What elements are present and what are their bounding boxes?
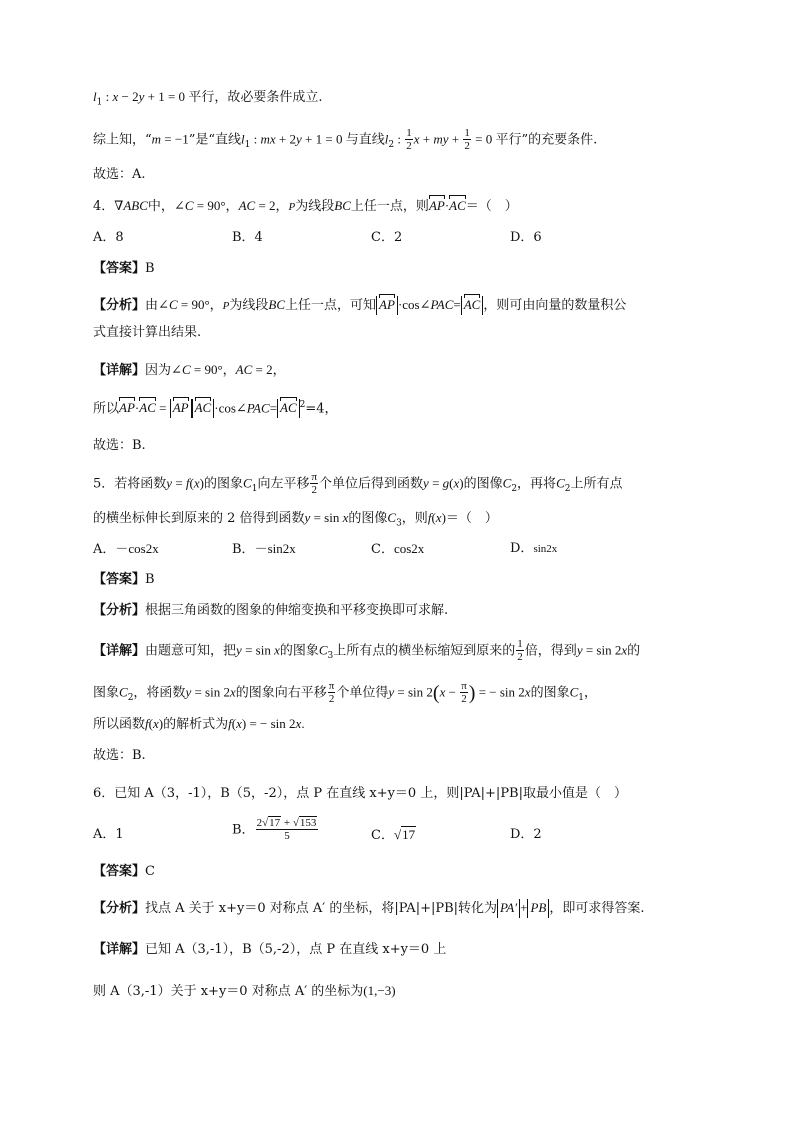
text: 的图象向右平移 xyxy=(235,685,327,701)
text: (1,−3) xyxy=(363,983,396,998)
text: C． xyxy=(371,542,394,557)
text: C． xyxy=(371,828,394,843)
q6-option-c: C．√17 xyxy=(371,827,416,843)
q6-answer xyxy=(93,863,155,881)
text: －cos2x xyxy=(115,541,159,556)
text: 则 A（3,-1）关于 x+y＝0 对称点 A′ 的坐标为 xyxy=(93,984,364,999)
text: 的图象 xyxy=(279,643,319,659)
q6-stem xyxy=(93,785,627,803)
text: 的解析式为 xyxy=(163,717,229,732)
text: B． xyxy=(232,542,255,557)
text: ，再将 xyxy=(517,476,557,492)
text: 由 xyxy=(145,298,159,313)
q5-choice: 故选：B. xyxy=(93,748,146,763)
text: 中， xyxy=(147,199,174,214)
text: ， xyxy=(222,363,236,378)
q3-line1-suffix: 平行，故必要条件成立. xyxy=(188,90,323,105)
text: 根据三角函数的图象的伸缩变换和平移变换即可求解. xyxy=(145,603,449,618)
text: 若将函数 xyxy=(114,476,167,492)
q3-condition-line: $l_1$ : x − 2y + 1 = 0 平行，故必要条件成立. xyxy=(93,89,323,108)
q5-detail: 【详解】由题意可知，把y = sin x的图象$C_3$上所有点的横坐标缩短到原来的 $\frac{1}{2}$ 倍，得到y = sin 2x的 xyxy=(93,638,641,663)
q5-option-d xyxy=(510,540,557,558)
q5-option-a xyxy=(93,540,159,559)
q4-option-c: C．2 xyxy=(371,230,403,245)
text: 因为 xyxy=(145,363,172,378)
text: ”是“直线 xyxy=(188,132,242,148)
text: ，则 xyxy=(401,511,428,526)
text: 的图象 xyxy=(204,476,244,492)
analysis-tag: 【分析】 xyxy=(93,603,146,618)
text: 的图像 xyxy=(463,476,503,492)
q6-option-d: D．2 xyxy=(510,827,542,842)
text: 上任一点，可知 xyxy=(285,298,377,313)
q4-number: 4． xyxy=(93,199,115,214)
answer-tag: 【答案】 xyxy=(93,572,146,587)
answer-tag: 【答案】 xyxy=(93,864,146,879)
text: 找点 A 关于 x+y＝0 对称点 A′ 的坐标，将|PA|+|PB|转化为 xyxy=(145,901,498,916)
detail-tag: 【详解】 xyxy=(93,942,146,957)
text: 倍，得到 xyxy=(524,643,577,659)
q6-detail xyxy=(93,941,446,959)
q5-option-c xyxy=(371,540,424,559)
q4-stem: 4．∇ABC中，∠C = 90°，AC = 2，P为线段BC上任一点，则AP·AC＝（ ） xyxy=(93,198,518,214)
text: ， xyxy=(272,363,286,378)
text: B xyxy=(145,261,155,276)
text: 图象 xyxy=(93,685,120,701)
text: 的图象 xyxy=(530,685,570,701)
q4-option-b: B．4 xyxy=(232,230,263,245)
text: 所以 xyxy=(93,401,120,417)
q5-analysis xyxy=(93,602,448,620)
text: －sin2x xyxy=(254,541,296,556)
text: ，将函数 xyxy=(133,685,186,701)
text: 个单位得 xyxy=(336,685,389,701)
text: ， xyxy=(225,199,239,214)
text: ， xyxy=(275,199,289,214)
text: 上所有点的横坐标缩短到原来的 xyxy=(333,643,516,659)
text: sin2x xyxy=(533,543,558,555)
text: ， xyxy=(583,685,597,701)
text: cos2x xyxy=(393,541,425,556)
q3-answer: 故选：A. xyxy=(93,167,146,182)
q3-conclusion-line: 综上知，“m = −1”是“直线$l_1$ : mx + 2y + 1 = 0 与直线$l_2$ : $\frac{1}{2}$ x + my + $\frac{1}{2}$ = 0 平行”的充要条件. xyxy=(93,127,598,152)
q5-detail-line2: 图象$C_2$，将函数y = sin 2x的图象向右平移 $\frac{\pi}{2}$ 个单位得y = sin 2(x − $\frac{\pi}{2}$ ) = − sin 2x的图象$C_1$， xyxy=(93,680,597,705)
q4-option-d: D．6 xyxy=(510,230,542,245)
q4-choice: 故选：B. xyxy=(93,438,146,453)
text: 为线段 xyxy=(229,298,269,313)
text: ＝（ ） xyxy=(465,199,518,214)
q4-detail: 【详解】因为∠C = 90°，AC = 2， xyxy=(93,362,286,378)
text: B xyxy=(145,572,155,587)
q6-option-a: A．1 xyxy=(93,827,124,842)
analysis-tag: 【分析】 xyxy=(93,298,146,313)
text: =4， xyxy=(305,401,338,417)
q5-detail-line3: 所以函数f(x)的解析式为f(x) = − sin 2x. xyxy=(93,716,305,732)
text: 向左平移 xyxy=(257,476,310,492)
text: 上任一点，则 xyxy=(350,199,429,214)
text: 个单位后得到函数 xyxy=(319,476,424,492)
text: 由题意可知，把 xyxy=(145,643,237,659)
q4-option-a: A．8 xyxy=(93,230,124,245)
text: 平行”的充要条件. xyxy=(495,132,598,148)
text: ，即可求得答案. xyxy=(549,901,645,916)
text: 已知 A（3,-1），B（5,-2），点 P 在直线 x+y＝0 上 xyxy=(145,942,447,957)
text: A． xyxy=(93,542,116,557)
q5-number: 5． xyxy=(93,476,115,492)
q6-number: 6． xyxy=(93,786,115,801)
text: B． xyxy=(232,822,255,838)
q6-option-b: B． $\frac{2√17 + √153}{5}$ xyxy=(232,817,317,842)
q6-detail-line2 xyxy=(93,982,396,1001)
analysis-tag: 【分析】 xyxy=(93,901,146,916)
q4-analysis-line2: 式直接计算出结果. xyxy=(93,325,202,340)
q5-answer xyxy=(93,571,155,589)
detail-tag: 【详解】 xyxy=(93,643,146,659)
text: D． xyxy=(510,541,534,556)
text: 的横坐标伸长到原来的 2 倍得到函数 xyxy=(93,511,305,526)
text: ＝（ ） xyxy=(445,511,498,526)
text: C xyxy=(145,864,155,879)
text: 为线段 xyxy=(295,199,335,214)
text: ，则可由向量的数量积公 xyxy=(483,298,627,313)
q5-stem-line2: 的横坐标伸长到原来的 2 倍得到函数y = sin x的图像$C_3$，则f(x)＝（ ） xyxy=(93,510,498,529)
q4-detail-line2: 所以AP·AC = AP AC ·cos∠PAC= AC $^2$=4， xyxy=(93,400,338,417)
q5-stem: 5．若将函数y = f(x)的图象$C_1$向左平移 $\frac{\pi}{2}$ 个单位后得到函数y = g(x)的图像$C_2$，再将$C_2$上所有点 xyxy=(93,471,623,496)
text: 的图像 xyxy=(348,511,388,526)
q4-analysis: 【分析】由∠C = 90°，P为线段BC上任一点，可知 AP ·cos∠PAC= AC ，则可由向量的数量积公 xyxy=(93,297,627,313)
text: 所以函数 xyxy=(93,717,146,732)
text: ， xyxy=(209,298,223,313)
text: 已知 A（3，-1），B（5，-2），点 P 在直线 x+y＝0 上，则|PA|+|PB|取最小值是（ ） xyxy=(114,786,627,801)
text: 综上知，“ xyxy=(93,132,152,148)
q4-answer xyxy=(93,260,155,278)
answer-tag: 【答案】 xyxy=(93,261,146,276)
text: 与直线 xyxy=(345,132,385,148)
text: 的 xyxy=(627,643,641,659)
q6-analysis: 【分析】找点 A 关于 x+y＝0 对称点 A′ 的坐标，将|PA|+|PB|转化为 PA′ + PB ，即可求得答案. xyxy=(93,900,645,916)
q5-option-b xyxy=(232,540,296,559)
text: 上所有点 xyxy=(570,476,623,492)
detail-tag: 【详解】 xyxy=(93,363,146,378)
